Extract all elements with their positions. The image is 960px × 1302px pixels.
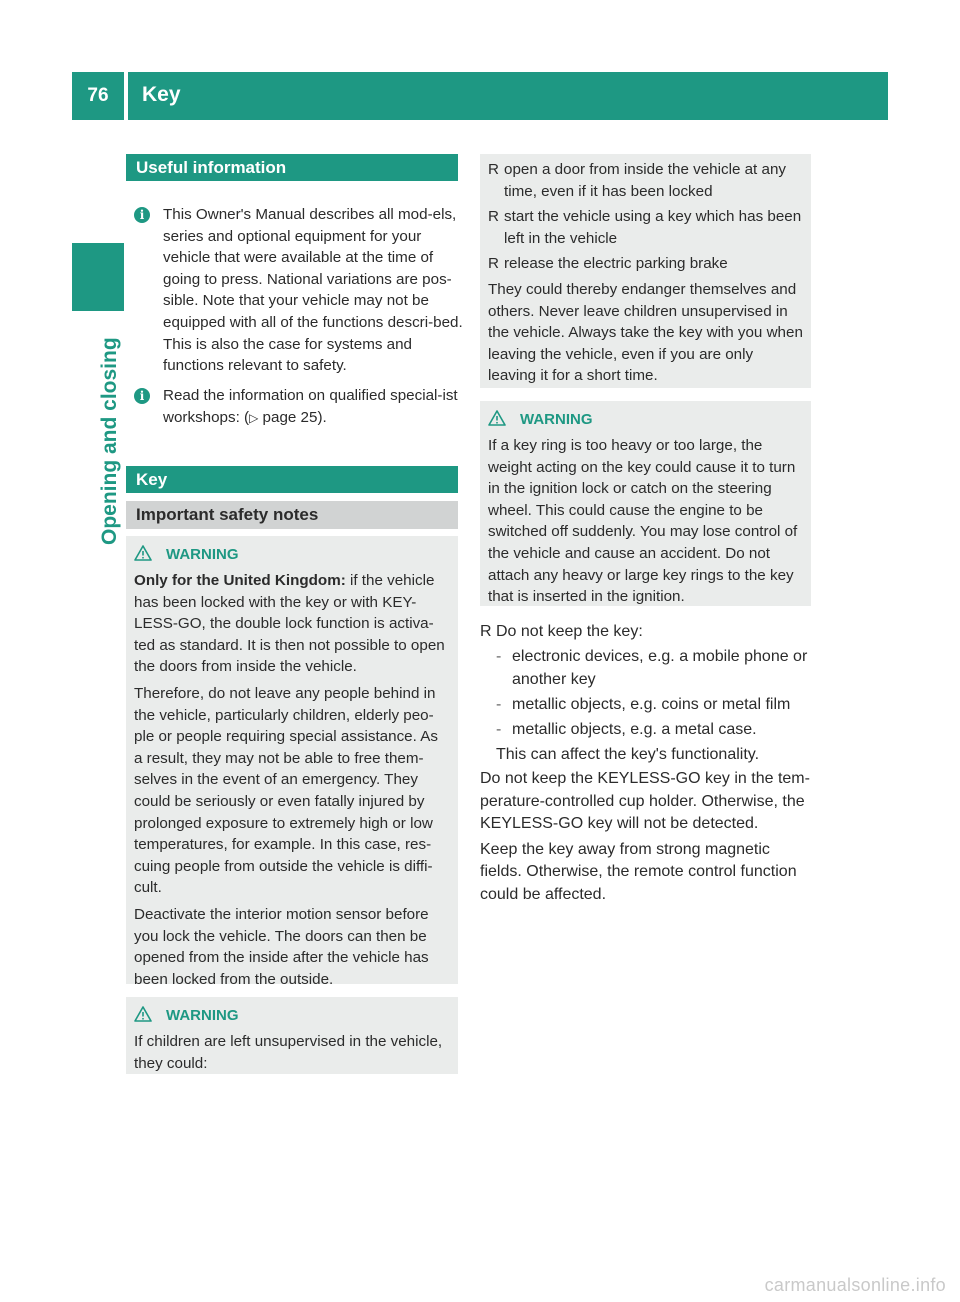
list-item-text: electronic devices, e.g. a mobile phone or another key (512, 648, 808, 688)
key-storage-section (480, 620, 814, 906)
page-ref-link[interactable]: page 25). (258, 408, 327, 426)
warning-triangle-icon (134, 545, 152, 561)
list-item (496, 718, 814, 741)
bullet-icon: R (488, 208, 499, 226)
warning-label-text: WARNING (166, 1007, 239, 1024)
list-item (488, 159, 803, 202)
important-safety-notes-heading: Important safety notes (126, 501, 458, 529)
chapter-label: Opening and closing (98, 337, 121, 545)
warning-1-paragraph-3: Deactivate the interior motion sensor before you lock the vehicle. The doors can then be opened from the inside after the vehicle has been locked from the outside. (134, 905, 429, 988)
warning-label-1 (134, 544, 450, 566)
warning-2-outro: They could thereby endanger themselves and others. Never leave children unsupervised in the vehicle. Always take the key with you when leaving the vehicle, even if you are only leaving it for a short time. (488, 280, 803, 385)
warning-1-p1-text: if the vehicle has been locked with the key or with KEY-LESS-GO, the double lock function is activa-ted as standard. It is then not possible to open the doors from inside the vehicle. (134, 572, 445, 676)
bullet-icon: R (488, 255, 499, 273)
warning-1-paragraph-2: Therefore, do not leave any people behind in the vehicle, particularly children, elderly peo-ple or people requiring special assistance. As a result, they may not be able to free them-selves in the event of an emergency. They could be seriously or even fatally injured by prolonged exposure to extremely high or low temperatures, for example. In this case, res-cuing people from outside the vehicle is diffi-cult. (134, 684, 438, 897)
warning-2-intro: If children are left unsupervised in the vehicle, they could: (134, 1033, 443, 1072)
dash-icon: - (496, 721, 502, 738)
dash-icon: - (496, 648, 502, 665)
warning-1-bold-lead: Only for the United Kingdom: (134, 572, 346, 589)
list-item (488, 253, 803, 275)
chapter-marker (72, 243, 124, 311)
info-note-2-text (134, 385, 464, 429)
key-section-heading: Key (126, 466, 458, 493)
list-item (496, 693, 814, 716)
warning-2-bullet-list (488, 159, 803, 275)
bullet-icon: R (480, 623, 492, 640)
warning-3-text: If a key ring is too heavy or too large, the weight acting on the key could cause it to turn in the ignition lock or catch on the steering wheel. This could cause the engine to be switched off suddenly. You may lose control of the vehicle and cause an accident. Do not attach any heavy or large key rings to the key that is inserted in the ignition. (488, 437, 798, 606)
page-number: 76 (87, 85, 109, 106)
warning-label-2 (134, 1005, 450, 1027)
warning-box-2-continued (480, 154, 811, 388)
magnetic-fields-paragraph: Keep the key away from strong magnetic fields. Otherwise, the remote control function could be affected. (480, 840, 797, 903)
list-item-text: metallic objects, e.g. a metal case. (512, 721, 757, 738)
info-note-2 (134, 385, 464, 429)
dash-icon: - (496, 696, 502, 713)
list-item (496, 645, 814, 691)
info-icon: i (134, 388, 150, 404)
page-title: Key (142, 83, 181, 106)
warning-label-text: WARNING (520, 411, 593, 428)
info-icon: i (134, 207, 150, 223)
list-item (488, 206, 803, 249)
do-not-keep-list (480, 620, 814, 643)
info-note-1 (134, 204, 464, 377)
warning-1-paragraph-1 (134, 570, 450, 678)
warning-box-3 (480, 401, 811, 606)
page-ref-arrow-icon: ▷ (249, 410, 259, 425)
list-item-text: start the vehicle using a key which has been left in the vehicle (504, 208, 802, 247)
list-item (480, 620, 814, 643)
functionality-note: This can affect the key's functionality. (496, 746, 760, 763)
header-bar (128, 72, 888, 120)
warning-label-3 (488, 409, 803, 431)
info-note-1-text: This Owner's Manual describes all mod-els, series and optional equipment for your vehicle that were available at the time of going to press. National variations are pos-sible. Note that your vehicle may not be equipped with all of the functions descri-bed. This is also the case for systems and functions relevant to safety. (163, 206, 463, 375)
warning-triangle-icon (134, 1006, 152, 1022)
warning-triangle-icon (488, 410, 506, 426)
warning-box-2-start (126, 997, 458, 1074)
warning-box-1 (126, 536, 458, 988)
useful-information-heading: Useful information (126, 154, 458, 181)
list-item-text: metallic objects, e.g. coins or metal film (512, 696, 791, 713)
list-item-text: open a door from inside the vehicle at any time, even if it has been locked (504, 161, 786, 200)
warning-label-text: WARNING (166, 546, 239, 563)
list-item-text: Do not keep the key: (496, 623, 643, 640)
dash-list (480, 645, 814, 741)
list-item-text: release the electric parking brake (504, 255, 728, 273)
note2-text-start: Read the information on qualified special-ist workshops: ( (163, 387, 458, 426)
keyless-go-paragraph: Do not keep the KEYLESS-GO key in the tem-perature-controlled cup holder. Otherwise, the KEYLESS-GO key will not be detected. (480, 770, 810, 832)
watermark-logo: carmanualsonline.info (764, 1275, 946, 1295)
bullet-icon: R (488, 161, 499, 178)
